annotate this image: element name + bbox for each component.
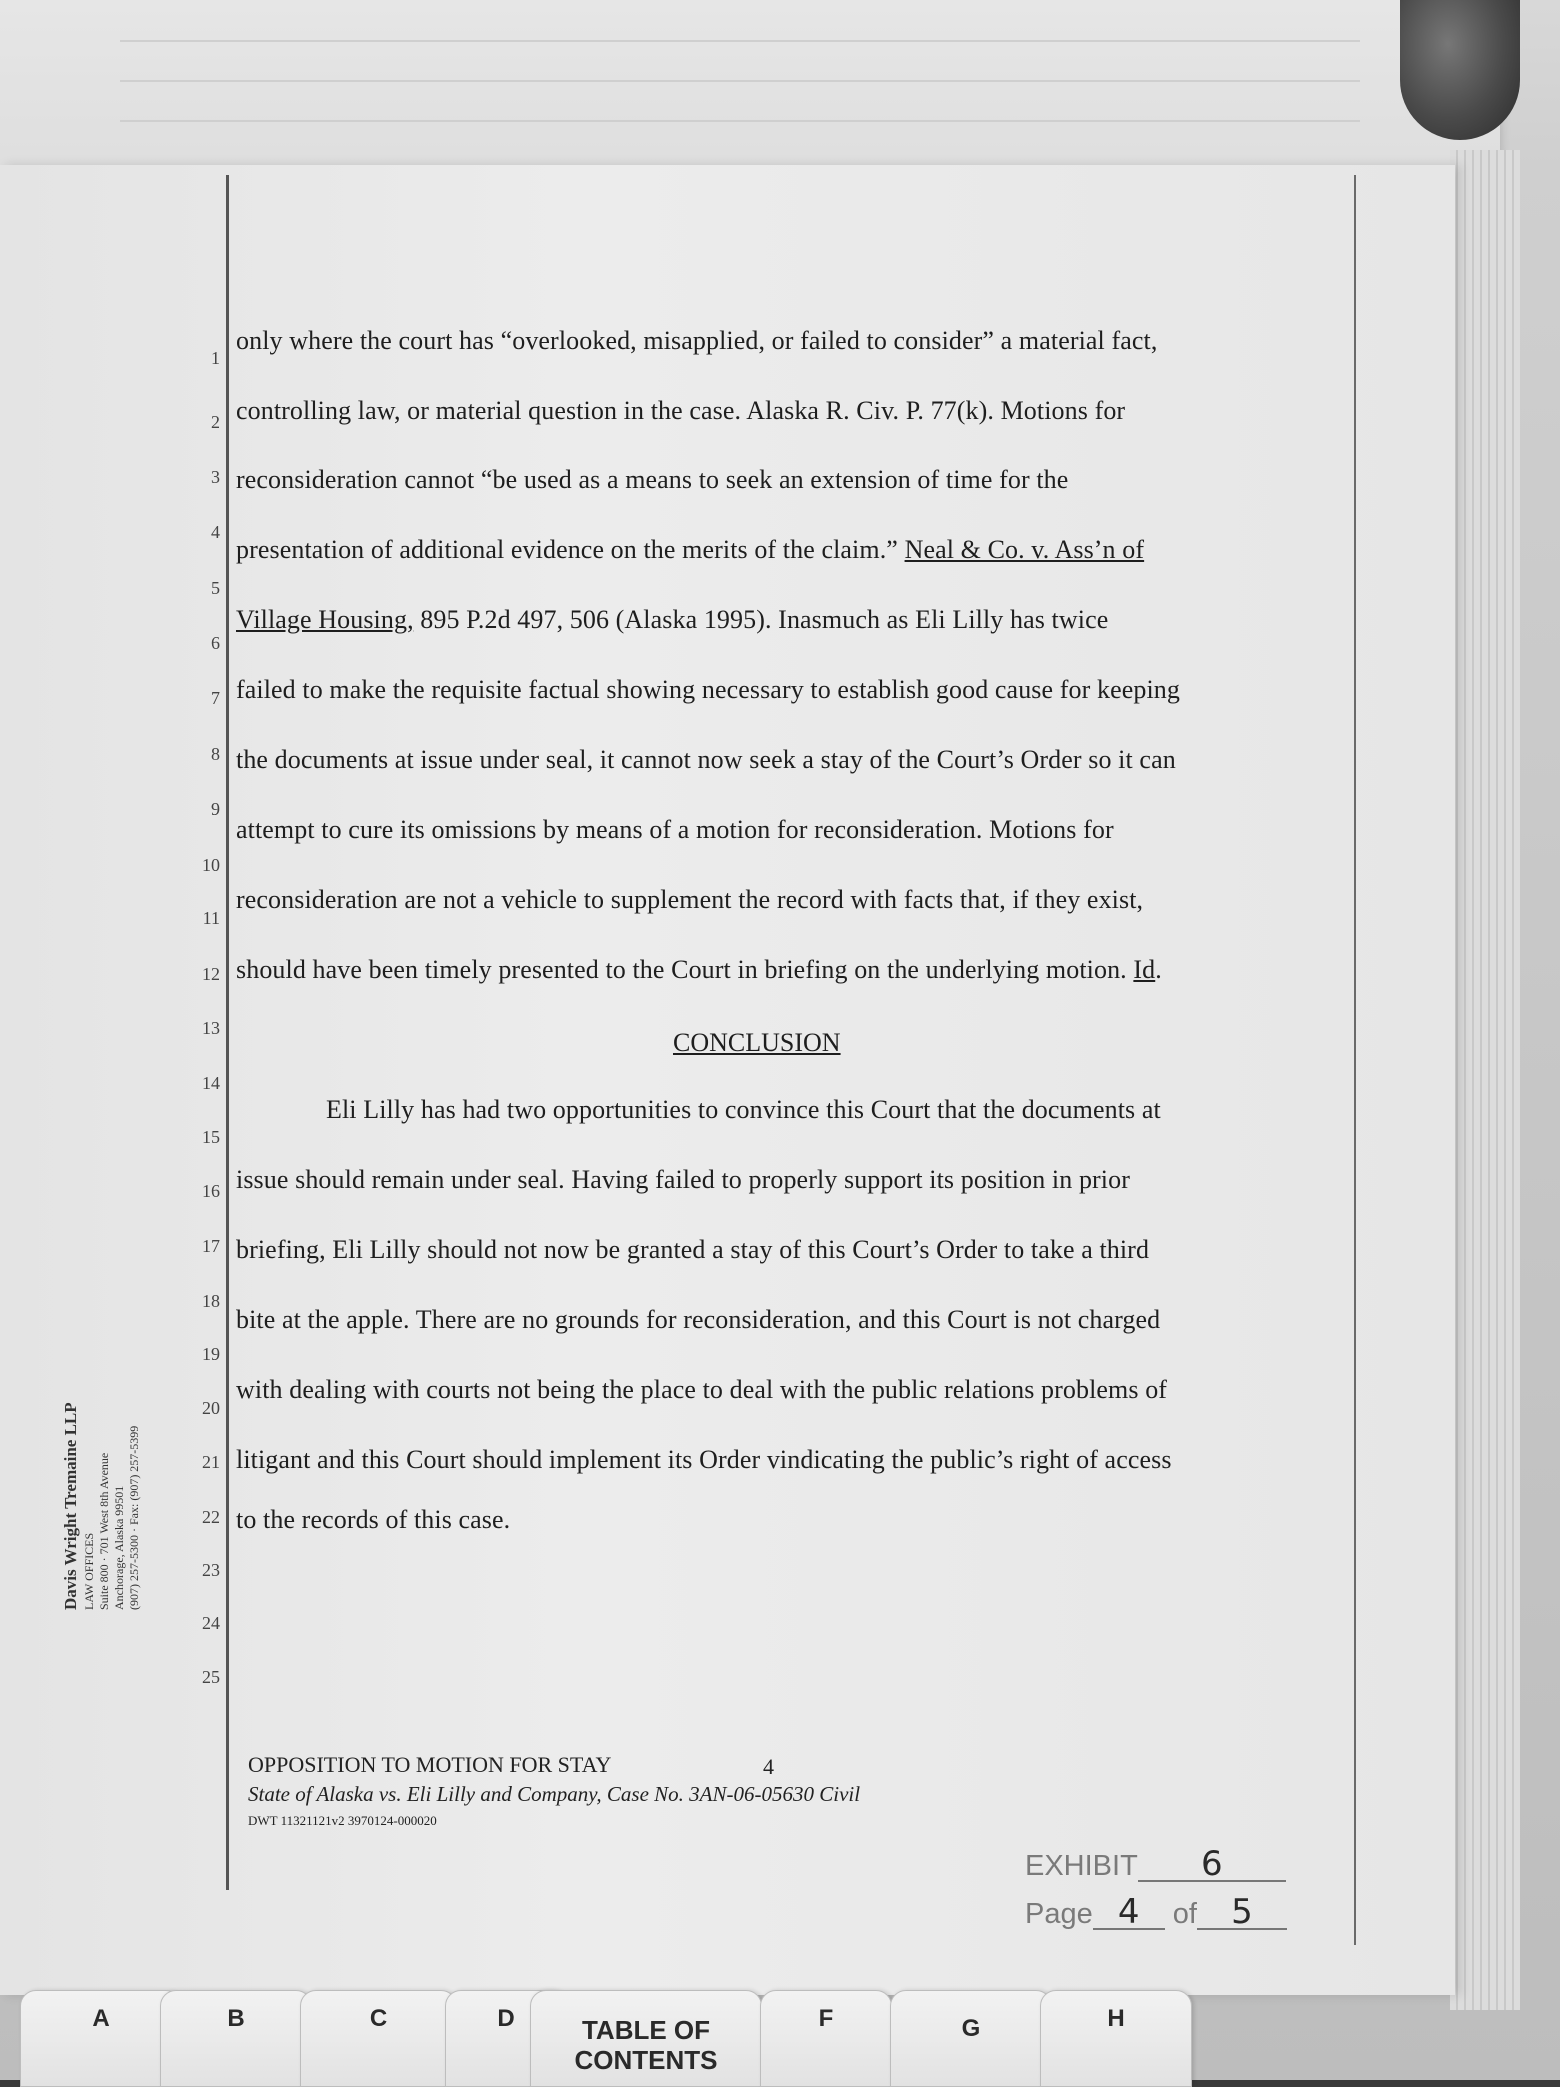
of-label: of [1172,1898,1197,1930]
tab-f[interactable] [760,1990,892,2087]
previous-page [0,0,1500,175]
text-line: reconsideration cannot “be used as a means to seek an extension of time for the [236,465,1069,494]
thumb [1400,0,1520,140]
tab-label: TABLE OF CONTENTS [574,2015,718,2075]
text-line: issue should remain under seal. Having failed to properly support its position in prior [236,1165,1130,1194]
line-number: 12 [202,964,220,984]
line-number: 7 [211,688,220,708]
tab-label: C [369,2005,388,2032]
text-line: litigant and this Court should implement its Order vindicating the public’s right of access [236,1445,1172,1474]
firm-name: Davis Wright Tremaine LLP [61,1402,80,1610]
case-citation: Neal & Co. v. Ass’n of [904,535,1145,564]
footer-page-number: 4 [763,1754,774,1779]
tab-table-of-contents[interactable] [530,1990,762,2087]
line-number: 15 [202,1127,220,1147]
line-number: 3 [211,467,220,487]
text-line: bite at the apple. There are no grounds for reconsideration, and this Court is not charged [236,1305,1161,1334]
firm-tag: LAW OFFICES [82,1532,96,1610]
line-number: 14 [202,1073,220,1093]
firm-city: Anchorage, Alaska 99501 [112,1485,126,1610]
document-footer [248,1752,860,1829]
tab-b[interactable] [160,1990,312,2087]
line-number: 13 [202,1018,220,1038]
line-number: 6 [211,633,220,653]
ghost-text-line [120,120,1360,122]
text-line: failed to make the requisite factual showing necessary to establish good cause for keeping [236,675,1180,704]
line-number: 1 [211,348,220,368]
line-number: 4 [211,522,220,542]
text-line [236,605,1108,635]
line-number: 11 [202,908,220,928]
line-number: 23 [202,1560,220,1580]
firm-address: Suite 800 · 701 West 8th Avenue [97,1452,111,1610]
line-number: 24 [202,1613,220,1633]
text-line-part: should have been timely presented to the Court in briefing on the underlying motion. [236,955,1134,984]
line-number: 22 [202,1507,220,1527]
text-line [236,955,1162,985]
tab-label: H [1107,2005,1125,2032]
line-number: 10 [202,855,220,875]
tab-label: G [961,2015,981,2042]
text-line: Eli Lilly has had two opportunities to convince this Court that the documents at [326,1095,1161,1124]
firm-block [60,1402,142,1610]
tab-label: B [227,2005,245,2032]
page-stack-edge [1450,150,1520,2010]
footer-doc-id: DWT 11321121v2 3970124-000020 [248,1813,437,1828]
tab-label: A [92,2005,110,2032]
of-value: 5 [1197,1896,1287,1930]
text-line: with dealing with courts not being the place to deal with the public relations problems of [236,1375,1168,1404]
page-label: Page [1025,1898,1093,1930]
line-number: 25 [202,1667,220,1687]
text-line [236,535,1144,565]
text-line: to the records of this case. [236,1505,511,1534]
text-line-part: 895 P.2d 497, 506 (Alaska 1995). Inasmuch as Eli Lilly has twice [413,605,1109,634]
exhibit-label: EXHIBIT [1025,1850,1138,1882]
exhibit-row [1025,1844,1287,1896]
tab-c[interactable] [300,1990,457,2087]
exhibit-number: 6 [1138,1848,1286,1882]
ghost-text-line [120,80,1360,82]
text-line-part: presentation of additional evidence on the merits of the claim.” [236,535,898,564]
line-number: 18 [202,1291,220,1311]
line-number: 17 [202,1236,220,1256]
line-number: 2 [211,412,220,432]
text-line: controlling law, or material question in the case. Alaska R. Civ. P. 77(k). Motions for [236,396,1126,425]
text-line: attempt to cure its omissions by means of a motion for reconsideration. Motions for [236,815,1114,844]
ghost-text-line [120,40,1360,42]
line-number: 8 [211,744,220,764]
line-number: 16 [202,1181,220,1201]
left-margin-rule [226,175,229,1890]
tab-g[interactable] [890,1990,1052,2087]
line-number: 9 [211,799,220,819]
page-value: 4 [1093,1896,1165,1930]
line-number: 20 [202,1398,220,1418]
section-heading: CONCLUSION [673,1028,841,1057]
text-line: only where the court has “overlooked, misapplied, or failed to consider” a material fact, [236,326,1158,355]
tab-h[interactable] [1040,1990,1192,2087]
line-number: 21 [202,1452,220,1472]
text-line: briefing, Eli Lilly should not now be granted a stay of this Court’s Order to take a third [236,1235,1150,1264]
tab-label: F [818,2005,834,2032]
footer-case: State of Alaska vs. Eli Lilly and Company, Case No. 3AN-06-05630 Civil [248,1782,861,1806]
tab-label: D [497,2005,515,2032]
text-line-part: . [1155,955,1162,984]
citation-id: Id [1133,955,1156,984]
exhibit-stamp [1025,1844,1287,1944]
footer-title: OPPOSITION TO MOTION FOR STAY [248,1752,612,1777]
text-line: reconsideration are not a vehicle to supplement the record with facts that, if they exist, [236,885,1144,914]
firm-sidebar [60,1330,180,1630]
binder-tabs [0,1990,1560,2080]
line-number: 19 [202,1344,220,1364]
text-line: the documents at issue under seal, it cannot now seek a stay of the Court’s Order so it can [236,745,1176,774]
line-number: 5 [211,578,220,598]
tab-a[interactable] [20,1990,182,2087]
right-margin-rule [1354,175,1356,1945]
page-row [1025,1892,1287,1944]
case-citation: Village Housing, [236,605,414,634]
firm-phone: (907) 257-5300 · Fax: (907) 257-5399 [127,1425,141,1610]
